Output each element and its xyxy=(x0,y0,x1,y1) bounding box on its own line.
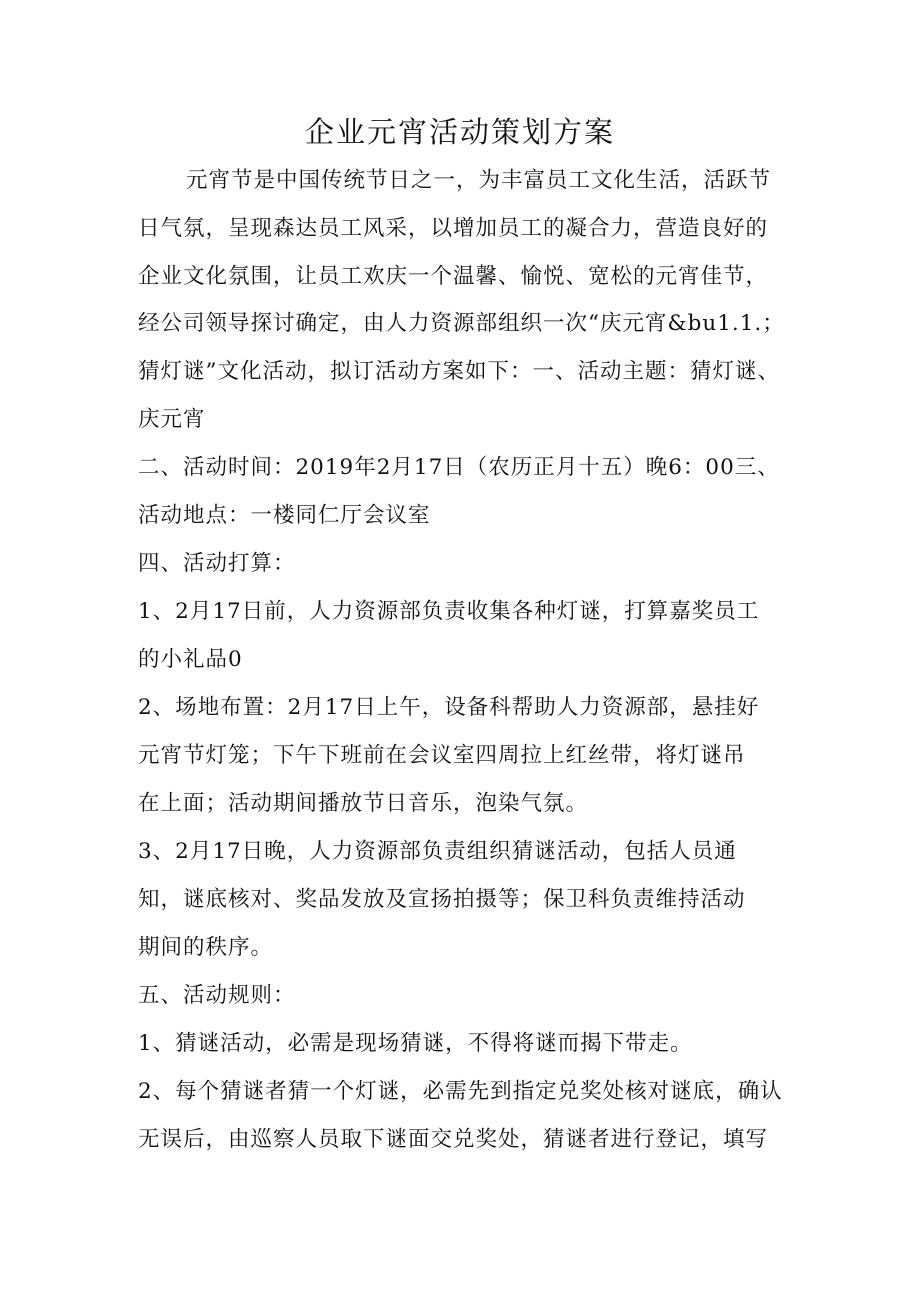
section-heading: 五、活动规则： xyxy=(138,983,296,1008)
section-heading: 四、活动打算： xyxy=(138,551,296,576)
paragraph-line: 无误后，由巡察人员取下谜面交兑奖处，猜谜者进行登记，填写 xyxy=(138,1127,769,1152)
paragraph-line: 2、场地布置：2月17日上午，设备科帮助人力资源部，悬挂好 xyxy=(138,695,760,720)
paragraph-line: 元宵节是中国传统节日之一，为丰富员工文化生活，活跃节 xyxy=(186,168,772,193)
paragraph-line: 知，谜底核对、奖品发放及宣扬拍摄等；保卫科负责维持活动 xyxy=(138,887,746,912)
paragraph-line: 在上面；活动期间播放节日音乐，泡染气氛。 xyxy=(138,791,589,816)
paragraph-line: 猜灯谜”文化活动，拟订活动方案如下：一、活动主题：猜灯谜、 xyxy=(138,359,780,384)
paragraph-line: 1、猜谜活动，必需是现场猜谜，不得将谜而揭下带走。 xyxy=(138,1031,693,1056)
paragraph-line: 元宵节灯笼；下午下班前在会议室四周拉上红丝带，将灯谜吊 xyxy=(138,743,746,768)
paragraph-line: 的小礼品0 xyxy=(138,647,243,672)
paragraph-line: 期间的秩序。 xyxy=(138,935,274,960)
paragraph-line: 活动地点：一楼同仁厅会议室 xyxy=(138,503,431,528)
paragraph-line: 3、2月17日晚，人力资源部负责组织猜谜活动，包括人员通 xyxy=(138,839,737,864)
paragraph-line: 庆元宵 xyxy=(138,407,206,432)
document-title: 企业元宵活动策划方案 xyxy=(304,115,615,149)
paragraph-line: 企业文化氛围，让员工欢庆一个温馨、愉悦、宽松的元宵佳节， xyxy=(138,264,769,289)
paragraph-line: 2、每个猜谜者猜一个灯谜，必需先到指定兑奖处核对谜底，确认 xyxy=(138,1079,783,1104)
paragraph-line: 二、活动时间：2019年2月17日（农历正月十五）晚6：00三、 xyxy=(138,455,780,480)
paragraph-line: 经公司领导探讨确定，由人力资源部组织一次“庆元宵&bu1.1.； xyxy=(138,311,785,336)
paragraph-line: 1、2月17日前，人力资源部负责收集各种灯谜，打算嘉奖员工 xyxy=(138,599,760,624)
paragraph-line: 日气氛，呈现森达员工风采，以增加员工的凝合力，营造良好的 xyxy=(138,216,769,241)
